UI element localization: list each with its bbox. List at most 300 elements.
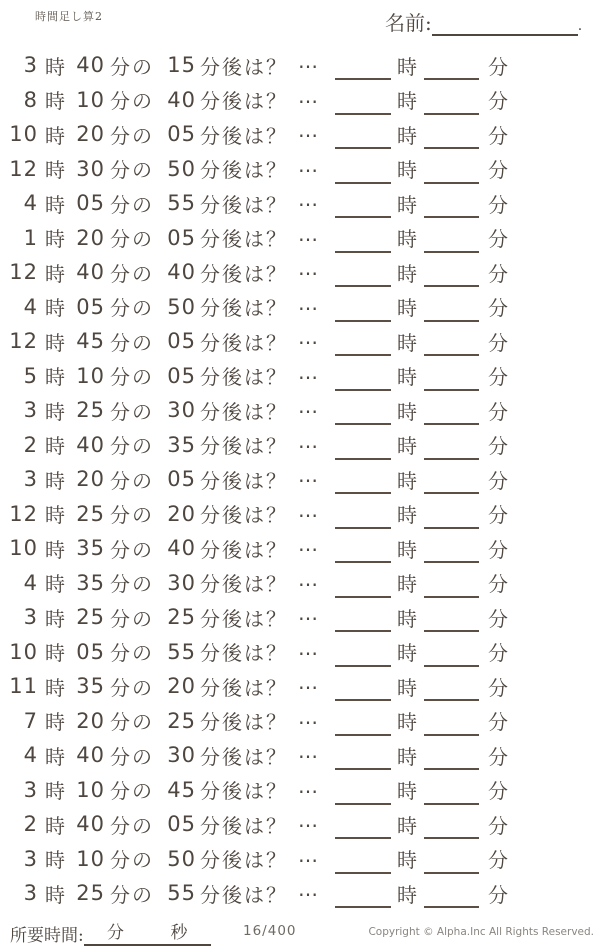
- answer-minute-unit-label: 分: [488, 641, 508, 666]
- start-minute-value: 25: [76, 501, 105, 526]
- minutes-after-question-label: 分後は？: [200, 399, 288, 424]
- answer-hour-blank-line: [335, 389, 391, 391]
- answer-hour-unit-label: 時: [397, 296, 417, 321]
- elapsed-minutes-unit-label: 分: [106, 923, 124, 943]
- ellipsis: …: [298, 739, 319, 764]
- hour-unit-label: 時: [45, 537, 65, 562]
- minutes-after-question-label: 分後は？: [200, 503, 288, 528]
- problem-row: [0, 876, 600, 911]
- added-minutes-value: 30: [167, 743, 196, 768]
- answer-minute-unit-label: 分: [488, 503, 508, 528]
- minute-no-label: 分の: [110, 227, 154, 252]
- answer-hour-unit-label: 時: [397, 158, 417, 183]
- answer-minute-unit-label: 分: [488, 227, 508, 252]
- minutes-after-question-label: 分後は？: [200, 641, 288, 666]
- ellipsis: …: [298, 808, 319, 833]
- start-minute-value: 30: [76, 156, 105, 181]
- minute-no-label: 分の: [110, 813, 154, 838]
- start-minute-value: 35: [76, 674, 105, 699]
- answer-minute-blank-line: [424, 78, 479, 80]
- hour-unit-label: 時: [45, 710, 65, 735]
- answer-minute-unit-label: 分: [488, 261, 508, 286]
- start-hour-value: 3: [23, 398, 38, 423]
- answer-minute-blank-line: [424, 872, 479, 874]
- answer-minute-unit-label: 分: [488, 296, 508, 321]
- answer-hour-unit-label: 時: [397, 123, 417, 148]
- hour-unit-label: 時: [45, 503, 65, 528]
- answer-hour-unit-label: 時: [397, 779, 417, 804]
- minutes-after-question-label: 分後は？: [200, 882, 288, 907]
- added-minutes-value: 05: [167, 329, 196, 354]
- answer-minute-blank-line: [424, 527, 479, 529]
- ellipsis: …: [298, 49, 319, 74]
- name-blank-line: [432, 12, 578, 36]
- minute-no-label: 分の: [110, 744, 154, 769]
- start-hour-value: 3: [23, 881, 38, 906]
- hour-unit-label: 時: [45, 572, 65, 597]
- start-minute-value: 35: [76, 536, 105, 561]
- added-minutes-value: 55: [167, 881, 196, 906]
- start-minute-value: 10: [76, 846, 105, 871]
- answer-hour-unit-label: 時: [397, 641, 417, 666]
- problem-row: [0, 186, 600, 221]
- start-minute-value: 40: [76, 432, 105, 457]
- ellipsis: …: [298, 463, 319, 488]
- answer-minute-blank-line: [424, 803, 479, 805]
- start-minute-value: 45: [76, 329, 105, 354]
- answer-minute-blank-line: [424, 113, 479, 115]
- answer-hour-blank-line: [335, 630, 391, 632]
- answer-hour-unit-label: 時: [397, 399, 417, 424]
- start-minute-value: 25: [76, 398, 105, 423]
- added-minutes-value: 20: [167, 501, 196, 526]
- answer-hour-blank-line: [335, 527, 391, 529]
- hour-unit-label: 時: [45, 227, 65, 252]
- added-minutes-value: 50: [167, 846, 196, 871]
- minutes-after-question-label: 分後は？: [200, 296, 288, 321]
- added-minutes-value: 35: [167, 432, 196, 457]
- start-hour-value: 5: [23, 363, 38, 388]
- minutes-after-question-label: 分後は？: [200, 537, 288, 562]
- hour-unit-label: 時: [45, 192, 65, 217]
- answer-hour-unit-label: 時: [397, 710, 417, 735]
- minutes-after-question-label: 分後は？: [200, 813, 288, 838]
- answer-minute-unit-label: 分: [488, 537, 508, 562]
- hour-unit-label: 時: [45, 330, 65, 355]
- start-minute-value: 20: [76, 122, 105, 147]
- answer-minute-unit-label: 分: [488, 675, 508, 700]
- start-hour-value: 12: [9, 329, 38, 354]
- start-hour-value: 10: [9, 122, 38, 147]
- answer-minute-unit-label: 分: [488, 848, 508, 873]
- ellipsis: …: [298, 566, 319, 591]
- name-field: [385, 7, 582, 36]
- answer-hour-blank-line: [335, 182, 391, 184]
- ellipsis: …: [298, 497, 319, 522]
- start-hour-value: 10: [9, 639, 38, 664]
- start-hour-value: 1: [23, 225, 38, 250]
- answer-hour-unit-label: 時: [397, 54, 417, 79]
- start-minute-value: 05: [76, 294, 105, 319]
- ellipsis: …: [298, 290, 319, 315]
- ellipsis: …: [298, 532, 319, 557]
- problem-row: [0, 324, 600, 359]
- ellipsis: …: [298, 83, 319, 108]
- added-minutes-value: 45: [167, 777, 196, 802]
- start-hour-value: 11: [9, 674, 38, 699]
- answer-hour-unit-label: 時: [397, 572, 417, 597]
- start-hour-value: 7: [23, 708, 38, 733]
- start-hour-value: 3: [23, 53, 38, 78]
- problem-row: [0, 393, 600, 428]
- minute-no-label: 分の: [110, 261, 154, 286]
- answer-minute-unit-label: 分: [488, 710, 508, 735]
- minute-no-label: 分の: [110, 365, 154, 390]
- added-minutes-value: 05: [167, 363, 196, 388]
- answer-hour-blank-line: [335, 492, 391, 494]
- start-minute-value: 20: [76, 467, 105, 492]
- minutes-after-question-label: 分後は？: [200, 675, 288, 700]
- hour-unit-label: 時: [45, 468, 65, 493]
- answer-minute-blank-line: [424, 906, 479, 908]
- minutes-after-question-label: 分後は？: [200, 261, 288, 286]
- problem-row: [0, 566, 600, 601]
- start-minute-value: 20: [76, 708, 105, 733]
- ellipsis: …: [298, 704, 319, 729]
- answer-minute-unit-label: 分: [488, 606, 508, 631]
- minutes-after-question-label: 分後は？: [200, 434, 288, 459]
- problem-row: [0, 669, 600, 704]
- problem-row: [0, 842, 600, 877]
- added-minutes-value: 05: [167, 812, 196, 837]
- added-minutes-value: 05: [167, 467, 196, 492]
- added-minutes-value: 25: [167, 708, 196, 733]
- elapsed-time-label: 所要時間:: [10, 926, 84, 946]
- added-minutes-value: 15: [167, 53, 196, 78]
- hour-unit-label: 時: [45, 675, 65, 700]
- name-line-end-dot: .: [577, 18, 583, 34]
- minute-no-label: 分の: [110, 399, 154, 424]
- answer-minute-unit-label: 分: [488, 54, 508, 79]
- problem-row: [0, 497, 600, 532]
- ellipsis: …: [298, 394, 319, 419]
- answer-minute-blank-line: [424, 699, 479, 701]
- start-hour-value: 4: [23, 294, 38, 319]
- minutes-after-question-label: 分後は？: [200, 330, 288, 355]
- answer-minute-blank-line: [424, 596, 479, 598]
- start-hour-value: 3: [23, 846, 38, 871]
- problem-row: [0, 290, 600, 325]
- start-hour-value: 8: [23, 87, 38, 112]
- name-label: 名前:: [385, 11, 432, 35]
- answer-minute-unit-label: 分: [488, 89, 508, 114]
- answer-minute-unit-label: 分: [488, 882, 508, 907]
- hour-unit-label: 時: [45, 434, 65, 459]
- added-minutes-value: 05: [167, 122, 196, 147]
- answer-hour-blank-line: [335, 251, 391, 253]
- answer-minute-blank-line: [424, 630, 479, 632]
- problem-row: [0, 704, 600, 739]
- answer-hour-unit-label: 時: [397, 503, 417, 528]
- problem-row: [0, 255, 600, 290]
- answer-minute-unit-label: 分: [488, 813, 508, 838]
- start-minute-value: 10: [76, 363, 105, 388]
- answer-minute-blank-line: [424, 561, 479, 563]
- ellipsis: …: [298, 256, 319, 281]
- start-hour-value: 4: [23, 570, 38, 595]
- minute-no-label: 分の: [110, 54, 154, 79]
- answer-hour-unit-label: 時: [397, 848, 417, 873]
- hour-unit-label: 時: [45, 606, 65, 631]
- answer-minute-unit-label: 分: [488, 192, 508, 217]
- problem-row: [0, 152, 600, 187]
- minute-no-label: 分の: [110, 330, 154, 355]
- answer-minute-blank-line: [424, 251, 479, 253]
- elapsed-seconds-unit-label: 秒: [170, 923, 188, 943]
- minutes-after-question-label: 分後は？: [200, 848, 288, 873]
- answer-hour-blank-line: [335, 872, 391, 874]
- minutes-after-question-label: 分後は？: [200, 54, 288, 79]
- hour-unit-label: 時: [45, 261, 65, 286]
- hour-unit-label: 時: [45, 779, 65, 804]
- answer-hour-blank-line: [335, 665, 391, 667]
- answer-minute-blank-line: [424, 423, 479, 425]
- answer-hour-blank-line: [335, 423, 391, 425]
- added-minutes-value: 25: [167, 605, 196, 630]
- answer-hour-unit-label: 時: [397, 434, 417, 459]
- answer-hour-blank-line: [335, 734, 391, 736]
- ellipsis: …: [298, 221, 319, 246]
- start-minute-value: 25: [76, 881, 105, 906]
- start-minute-value: 20: [76, 225, 105, 250]
- answer-hour-unit-label: 時: [397, 468, 417, 493]
- minute-no-label: 分の: [110, 606, 154, 631]
- added-minutes-value: 05: [167, 225, 196, 250]
- minutes-after-question-label: 分後は？: [200, 123, 288, 148]
- minute-no-label: 分の: [110, 572, 154, 597]
- start-hour-value: 10: [9, 536, 38, 561]
- ellipsis: …: [298, 187, 319, 212]
- ellipsis: …: [298, 325, 319, 350]
- start-hour-value: 3: [23, 467, 38, 492]
- hour-unit-label: 時: [45, 365, 65, 390]
- start-minute-value: 40: [76, 53, 105, 78]
- answer-minute-unit-label: 分: [488, 399, 508, 424]
- minutes-after-question-label: 分後は？: [200, 158, 288, 183]
- problem-row: [0, 462, 600, 497]
- minutes-after-question-label: 分後は？: [200, 710, 288, 735]
- hour-unit-label: 時: [45, 848, 65, 873]
- problem-row: [0, 635, 600, 670]
- problem-row: [0, 531, 600, 566]
- page-counter: 16/400: [243, 923, 297, 939]
- minutes-after-question-label: 分後は？: [200, 192, 288, 217]
- answer-hour-blank-line: [335, 906, 391, 908]
- answer-minute-blank-line: [424, 665, 479, 667]
- answer-hour-unit-label: 時: [397, 365, 417, 390]
- footer: [0, 916, 600, 946]
- minutes-after-question-label: 分後は？: [200, 227, 288, 252]
- start-hour-value: 4: [23, 743, 38, 768]
- start-hour-value: 3: [23, 605, 38, 630]
- start-hour-value: 2: [23, 812, 38, 837]
- answer-minute-unit-label: 分: [488, 158, 508, 183]
- answer-hour-blank-line: [335, 596, 391, 598]
- problem-row: [0, 359, 600, 394]
- answer-minute-blank-line: [424, 320, 479, 322]
- answer-minute-unit-label: 分: [488, 744, 508, 769]
- answer-hour-blank-line: [335, 285, 391, 287]
- start-hour-value: 12: [9, 501, 38, 526]
- answer-hour-unit-label: 時: [397, 537, 417, 562]
- minutes-after-question-label: 分後は？: [200, 468, 288, 493]
- problem-row: [0, 807, 600, 842]
- answer-hour-unit-label: 時: [397, 89, 417, 114]
- minute-no-label: 分の: [110, 503, 154, 528]
- ellipsis: …: [298, 152, 319, 177]
- minutes-after-question-label: 分後は？: [200, 572, 288, 597]
- start-minute-value: 40: [76, 743, 105, 768]
- start-hour-value: 12: [9, 156, 38, 181]
- answer-minute-unit-label: 分: [488, 468, 508, 493]
- answer-hour-unit-label: 時: [397, 882, 417, 907]
- answer-hour-blank-line: [335, 837, 391, 839]
- added-minutes-value: 20: [167, 674, 196, 699]
- minutes-after-question-label: 分後は？: [200, 744, 288, 769]
- minute-no-label: 分の: [110, 779, 154, 804]
- start-minute-value: 40: [76, 260, 105, 285]
- answer-hour-unit-label: 時: [397, 606, 417, 631]
- start-hour-value: 2: [23, 432, 38, 457]
- start-hour-value: 12: [9, 260, 38, 285]
- added-minutes-value: 30: [167, 570, 196, 595]
- answer-hour-unit-label: 時: [397, 813, 417, 838]
- ellipsis: …: [298, 842, 319, 867]
- hour-unit-label: 時: [45, 813, 65, 838]
- minutes-after-question-label: 分後は？: [200, 606, 288, 631]
- minute-no-label: 分の: [110, 434, 154, 459]
- worksheet-title: 時間足し算2: [35, 10, 103, 23]
- answer-minute-unit-label: 分: [488, 365, 508, 390]
- ellipsis: …: [298, 118, 319, 143]
- problem-row: [0, 221, 600, 256]
- minutes-after-question-label: 分後は？: [200, 779, 288, 804]
- answer-hour-blank-line: [335, 699, 391, 701]
- hour-unit-label: 時: [45, 158, 65, 183]
- ellipsis: …: [298, 635, 319, 660]
- answer-minute-blank-line: [424, 389, 479, 391]
- added-minutes-value: 40: [167, 536, 196, 561]
- answer-minute-blank-line: [424, 182, 479, 184]
- start-minute-value: 10: [76, 777, 105, 802]
- minute-no-label: 分の: [110, 882, 154, 907]
- elapsed-time-blank-line: [84, 918, 211, 946]
- problem-row: [0, 117, 600, 152]
- minute-no-label: 分の: [110, 675, 154, 700]
- minute-no-label: 分の: [110, 89, 154, 114]
- minutes-after-question-label: 分後は？: [200, 365, 288, 390]
- problem-row: [0, 600, 600, 635]
- answer-hour-blank-line: [335, 354, 391, 356]
- answer-minute-unit-label: 分: [488, 779, 508, 804]
- answer-hour-blank-line: [335, 803, 391, 805]
- hour-unit-label: 時: [45, 882, 65, 907]
- answer-hour-unit-label: 時: [397, 675, 417, 700]
- answer-minute-blank-line: [424, 734, 479, 736]
- answer-minute-unit-label: 分: [488, 572, 508, 597]
- copyright-notice: Copyright © Alpha.Inc All Rights Reserved.: [368, 926, 594, 938]
- answer-hour-blank-line: [335, 113, 391, 115]
- hour-unit-label: 時: [45, 89, 65, 114]
- start-minute-value: 25: [76, 605, 105, 630]
- answer-minute-blank-line: [424, 492, 479, 494]
- start-minute-value: 05: [76, 639, 105, 664]
- hour-unit-label: 時: [45, 744, 65, 769]
- answer-minute-unit-label: 分: [488, 123, 508, 148]
- answer-minute-blank-line: [424, 354, 479, 356]
- minute-no-label: 分の: [110, 848, 154, 873]
- hour-unit-label: 時: [45, 54, 65, 79]
- added-minutes-value: 30: [167, 398, 196, 423]
- answer-minute-unit-label: 分: [488, 434, 508, 459]
- answer-hour-blank-line: [335, 216, 391, 218]
- added-minutes-value: 55: [167, 191, 196, 216]
- hour-unit-label: 時: [45, 123, 65, 148]
- answer-minute-blank-line: [424, 837, 479, 839]
- minute-no-label: 分の: [110, 710, 154, 735]
- answer-hour-unit-label: 時: [397, 192, 417, 217]
- minutes-after-question-label: 分後は？: [200, 89, 288, 114]
- added-minutes-value: 55: [167, 639, 196, 664]
- answer-hour-blank-line: [335, 458, 391, 460]
- minute-no-label: 分の: [110, 158, 154, 183]
- minute-no-label: 分の: [110, 123, 154, 148]
- problem-row: [0, 773, 600, 808]
- ellipsis: …: [298, 359, 319, 384]
- hour-unit-label: 時: [45, 399, 65, 424]
- problem-row: [0, 83, 600, 118]
- answer-minute-unit-label: 分: [488, 330, 508, 355]
- added-minutes-value: 40: [167, 260, 196, 285]
- answer-hour-unit-label: 時: [397, 261, 417, 286]
- elapsed-time-field: [10, 918, 211, 946]
- answer-hour-blank-line: [335, 561, 391, 563]
- answer-hour-blank-line: [335, 147, 391, 149]
- ellipsis: …: [298, 773, 319, 798]
- minute-no-label: 分の: [110, 296, 154, 321]
- start-hour-value: 3: [23, 777, 38, 802]
- start-minute-value: 40: [76, 812, 105, 837]
- problem-row: [0, 428, 600, 463]
- answer-hour-unit-label: 時: [397, 330, 417, 355]
- ellipsis: …: [298, 877, 319, 902]
- ellipsis: …: [298, 670, 319, 695]
- added-minutes-value: 40: [167, 87, 196, 112]
- start-minute-value: 35: [76, 570, 105, 595]
- start-minute-value: 05: [76, 191, 105, 216]
- answer-minute-blank-line: [424, 458, 479, 460]
- hour-unit-label: 時: [45, 296, 65, 321]
- start-hour-value: 4: [23, 191, 38, 216]
- added-minutes-value: 50: [167, 294, 196, 319]
- answer-minute-blank-line: [424, 216, 479, 218]
- hour-unit-label: 時: [45, 641, 65, 666]
- problem-row: [0, 738, 600, 773]
- minute-no-label: 分の: [110, 641, 154, 666]
- minute-no-label: 分の: [110, 192, 154, 217]
- answer-hour-unit-label: 時: [397, 744, 417, 769]
- ellipsis: …: [298, 601, 319, 626]
